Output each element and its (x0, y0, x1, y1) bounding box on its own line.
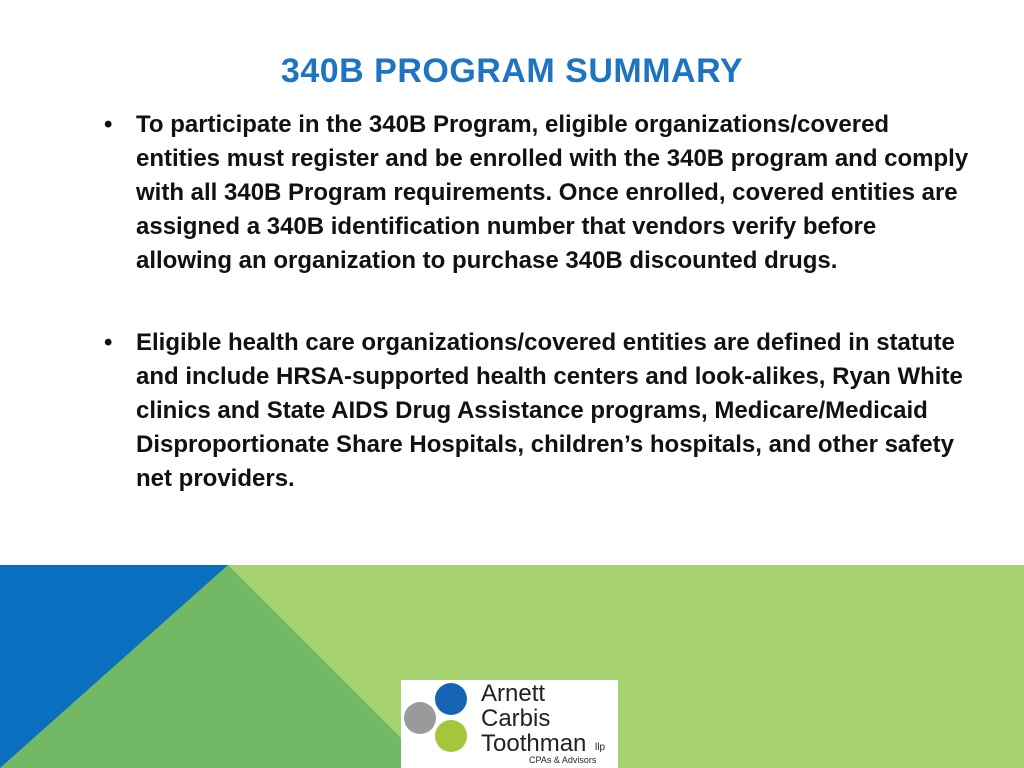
bullet-list (104, 108, 974, 496)
bullet-dot-icon: • (104, 111, 113, 138)
logo-line-toothman: Toothman (481, 730, 587, 757)
logo-line-carbis: Carbis (481, 705, 551, 732)
logo-tagline: CPAs & Advisors (529, 755, 597, 765)
company-logo (401, 680, 618, 768)
logo-blue-circle-icon (435, 683, 467, 715)
bullet-item (104, 108, 974, 278)
bullet-text: To participate in the 340B Program, eligible organizations/covered entities must register and be enrolled with the 340B program and comply with all 340B Program requirements. Once enrolled, covered entities are assigned a 340B identification number that vendors verify before allowing an organization to purchase 340B discounted drugs. (136, 111, 969, 274)
bullet-text: Eligible health care organizations/covered entities are defined in statute and include HRSA-supported health centers and look-alikes, Ryan White clinics and State AIDS Drug Assistance programs, Medicare/Medicaid Disproportionate Share Hospitals, children’s hospitals, and other safety net providers. (136, 329, 963, 492)
logo-llp-suffix: llp (595, 742, 606, 753)
slide-title: 340B PROGRAM SUMMARY (280, 52, 744, 90)
bullet-item (104, 326, 974, 496)
logo-line-arnett: Arnett (481, 680, 546, 707)
logo-green-circle-icon (435, 720, 467, 752)
bullet-dot-icon: • (104, 329, 113, 356)
logo-gray-circle-icon (404, 702, 436, 734)
